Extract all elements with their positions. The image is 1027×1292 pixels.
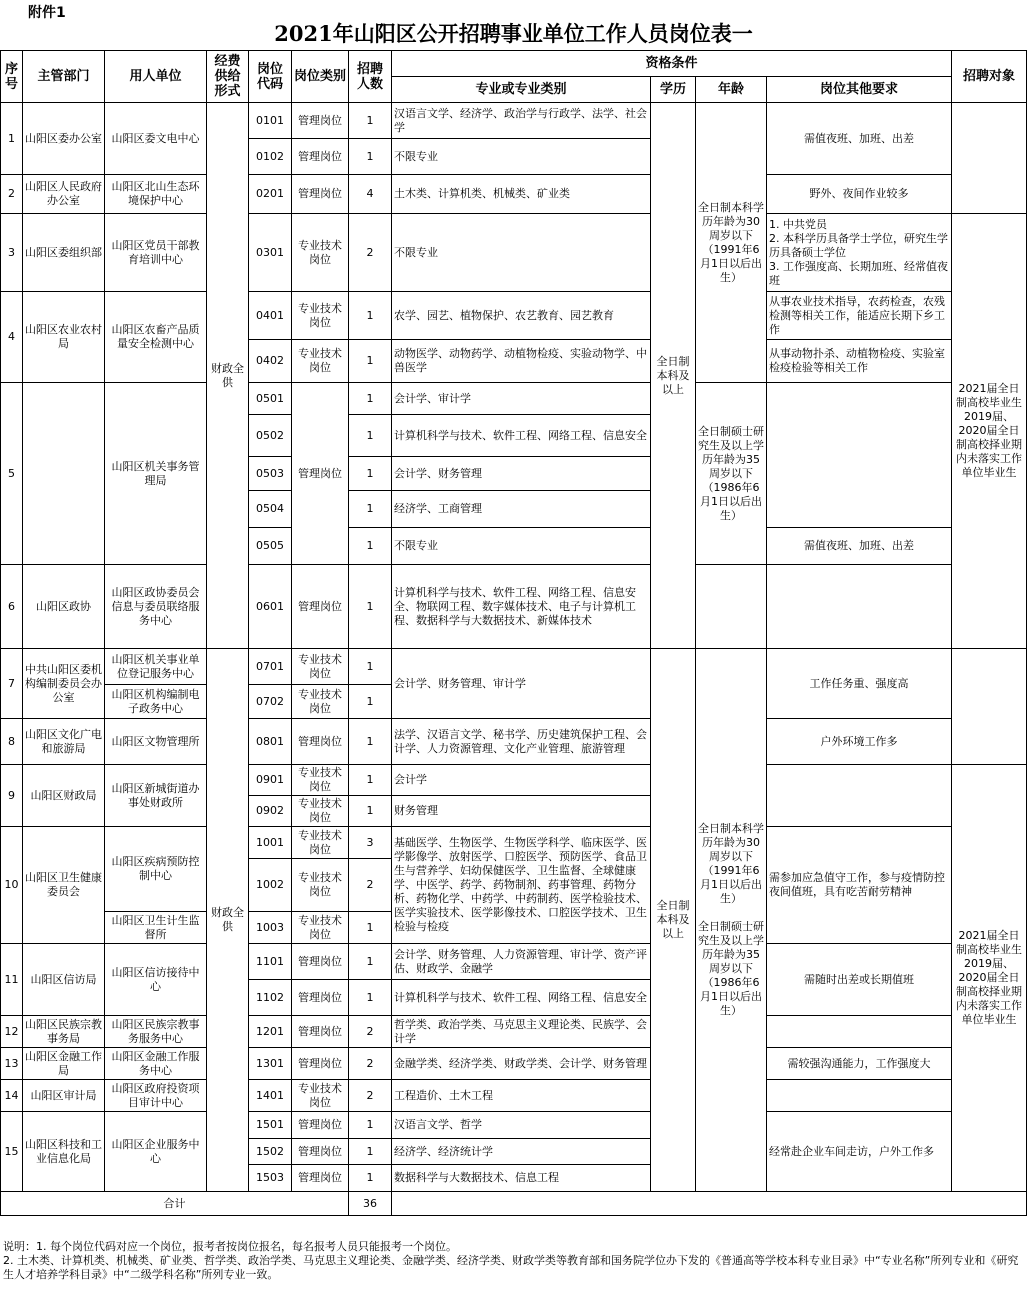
cell-num: 1	[349, 719, 392, 765]
cell-other	[696, 565, 767, 649]
table-row	[1, 765, 1027, 796]
table-row	[1, 103, 1027, 139]
cell-seq: 1	[1, 103, 23, 175]
cell-other: 户外环境工作多	[767, 719, 952, 765]
cell-unit: 山阳区文物管理所	[105, 719, 207, 765]
cell-seq: 4	[1, 292, 23, 383]
cell-major: 经济学、经济统计学	[392, 1139, 651, 1165]
cell-major: 金融学类、经济学类、财政学类、会计学、财务管理	[392, 1048, 651, 1080]
cell-num: 1	[349, 565, 392, 649]
cell-type: 管理岗位	[292, 103, 349, 139]
cell-num: 1	[349, 796, 392, 827]
table-row	[1, 565, 1027, 649]
cell-type: 专业技术岗位	[292, 912, 349, 944]
table-row	[1, 175, 1027, 214]
cell-num: 1	[349, 1139, 392, 1165]
cell-dept: 山阳区农业农村局	[23, 292, 105, 383]
cell-seq: 14	[1, 1080, 23, 1112]
cell-major: 会计学、财务管理、人力资源管理、审计学、资产评估、财政学、金融学	[392, 944, 651, 980]
cell-code: 0902	[249, 796, 292, 827]
cell-major: 基础医学、生物医学、生物医学科学、临床医学、医学影像学、放射医学、口腔医学、预防医学、食品卫生与营养学、妇幼保健医学、卫生监督、全球健康学、中医学、药学、药物制剂、药事管理、药物分析、药物化学、中药学、中药制药、医学检验技术、医学实验技术、医学影像技术、口腔医学技术、卫生检验与检疫	[392, 827, 651, 944]
cell-code: 0301	[249, 214, 292, 292]
cell-dept: 山阳区委办公室	[23, 103, 105, 175]
notes: 说明：1. 每个岗位代码对应一个岗位，报考者按岗位报名，每名报考人员只能报考一个岗位。 2. 土木类、计算机类、机械类、矿业类、哲学类、政治学类、马克思主义理论类、金融学类、经济学类、财政学类等教育部和国务院学位办下发的《普通高等学校本科专业目录》中“专业名称”所列专业和《研究生人才培养学科目录》中“二级学科名称”所列专业一致。	[3, 1240, 1019, 1281]
header-major: 专业或专业类别	[392, 77, 651, 103]
cell-unit: 山阳区机构编制电子政务中心	[105, 685, 207, 719]
cell-dept: 中共山阳区委机构编制委员会办公室	[23, 649, 105, 719]
cell-age-bachelor-1: 全日制本科学历年龄为30周岁以下（1991年6月1日以后出生）	[696, 103, 767, 383]
table-row	[1, 383, 1027, 415]
cell-age-master-1: 全日制硕士研究生及以上学历年龄为35周岁以下（1986年6月1日以后出生）	[696, 383, 767, 565]
header-fund: 经费供给形式	[207, 51, 249, 103]
cell-code: 1502	[249, 1139, 292, 1165]
cell-major: 汉语言文学、经济学、政治学与行政学、法学、社会学	[392, 103, 651, 139]
cell-target-blank	[767, 565, 952, 649]
cell-type: 专业技术岗位	[292, 765, 349, 796]
cell-type: 管理岗位	[292, 1048, 349, 1080]
cell-dept: 山阳区民族宗教事务局	[23, 1016, 105, 1048]
cell-code: 0504	[249, 491, 292, 528]
cell-seq: 11	[1, 944, 23, 1016]
cell-edu-1: 全日制本科及以上	[651, 103, 696, 649]
cell-major: 不限专业	[392, 214, 651, 292]
cell-other: 经常赴企业车间走访，户外工作多	[767, 1112, 952, 1192]
cell-target-1: 2021届全日制高校毕业生2019届、2020届全日制高校择业期内未落实工作单位毕业生	[952, 214, 1027, 649]
cell-type: 管理岗位	[292, 944, 349, 980]
cell-code: 0702	[249, 685, 292, 719]
cell-type: 管理岗位	[292, 1165, 349, 1192]
cell-num: 1	[349, 139, 392, 175]
cell-type: 专业技术岗位	[292, 827, 349, 859]
cell-type: 专业技术岗位	[292, 1080, 349, 1112]
cell-target-2: 2021届全日制高校毕业生2019届、2020届全日制高校择业期内未落实工作单位毕业生	[952, 765, 1027, 1192]
cell-num: 1	[349, 980, 392, 1016]
total-row	[1, 1192, 1027, 1216]
cell-major: 会计学、财务管理、审计学	[392, 649, 651, 719]
cell-code: 0102	[249, 139, 292, 175]
cell-num: 1	[349, 649, 392, 685]
cell-num: 2	[349, 859, 392, 912]
cell-num: 1	[349, 383, 392, 415]
cell-other: 工作任务重、强度高	[767, 649, 952, 719]
cell-seq: 5	[1, 383, 23, 565]
cell-unit: 山阳区机关事业单位登记服务中心	[105, 649, 207, 685]
cell-unit: 山阳区信访接待中心	[105, 944, 207, 1016]
cell-major: 经济学、工商管理	[392, 491, 651, 528]
cell-major: 农学、园艺、植物保护、农艺教育、园艺教育	[392, 292, 651, 340]
header-code: 岗位代码	[249, 51, 292, 103]
cell-major: 计算机科学与技术、软件工程、网络工程、信息安全	[392, 980, 651, 1016]
cell-num: 1	[349, 491, 392, 528]
cell-code: 1003	[249, 912, 292, 944]
cell-dept: 山阳区审计局	[23, 1080, 105, 1112]
cell-seq: 10	[1, 827, 23, 944]
cell-dept: 山阳区信访局	[23, 944, 105, 1016]
cell-age-2	[696, 649, 767, 1192]
cell-num: 2	[349, 1080, 392, 1112]
cell-seq: 15	[1, 1112, 23, 1192]
cell-edu-2: 全日制本科及以上	[651, 649, 696, 1192]
cell-type: 管理岗位	[292, 1016, 349, 1048]
cell-major: 数据科学与大数据技术、信息工程	[392, 1165, 651, 1192]
cell-seq: 8	[1, 719, 23, 765]
cell-unit: 山阳区卫生计生监督所	[105, 912, 207, 944]
header-age: 年龄	[696, 77, 767, 103]
header-target: 招聘对象	[952, 51, 1027, 103]
header-unit: 用人单位	[105, 51, 207, 103]
cell-num: 2	[349, 1016, 392, 1048]
cell-unit: 山阳区机关事务管理局	[105, 383, 207, 565]
cell-type: 专业技术岗位	[292, 685, 349, 719]
cell-code: 0502	[249, 415, 292, 457]
cell-type: 专业技术岗位	[292, 796, 349, 827]
cell-dept: 山阳区卫生健康委员会	[23, 827, 105, 944]
cell-dept: 山阳区委组织部	[23, 214, 105, 292]
cell-other: 需参加应急值守工作，参与疫情防控夜间值班，具有吃苦耐劳精神	[767, 827, 952, 944]
cell-seq: 13	[1, 1048, 23, 1080]
total-blank	[392, 1192, 1027, 1216]
cell-code: 0402	[249, 340, 292, 383]
cell-major: 哲学类、政治学类、马克思主义理论类、民族学、会计学	[392, 1016, 651, 1048]
cell-type: 管理岗位	[292, 175, 349, 214]
cell-major: 汉语言文学、哲学	[392, 1112, 651, 1139]
cell-type: 管理岗位	[292, 719, 349, 765]
cell-other	[767, 1016, 952, 1048]
table-row	[1, 1048, 1027, 1080]
cell-num: 1	[349, 103, 392, 139]
cell-type: 专业技术岗位	[292, 649, 349, 685]
cell-type: 专业技术岗位	[292, 340, 349, 383]
cell-code: 1002	[249, 859, 292, 912]
cell-dept: 山阳区金融工作局	[23, 1048, 105, 1080]
cell-unit: 山阳区政协委员会信息与委员联络服务中心	[105, 565, 207, 649]
table-row	[1, 1016, 1027, 1048]
cell-code: 1301	[249, 1048, 292, 1080]
cell-code: 1001	[249, 827, 292, 859]
cell-unit: 山阳区委文电中心	[105, 103, 207, 175]
cell-dept	[23, 383, 105, 565]
cell-code: 1201	[249, 1016, 292, 1048]
cell-unit: 山阳区党员干部教育培训中心	[105, 214, 207, 292]
page-title: 2021年山阳区公开招聘事业单位工作人员岗位表一	[274, 21, 753, 46]
header-num: 招聘人数	[349, 51, 392, 103]
cell-type: 管理岗位	[292, 1112, 349, 1139]
cell-major: 动物医学、动物药学、动植物检疫、实验动物学、中兽医学	[392, 340, 651, 383]
cell-unit: 山阳区金融工作服务中心	[105, 1048, 207, 1080]
cell-code: 1401	[249, 1080, 292, 1112]
cell-code: 1503	[249, 1165, 292, 1192]
table-row	[1, 292, 1027, 340]
cell-other: 需值夜班、加班、出差	[767, 528, 952, 565]
header-other: 岗位其他要求	[767, 77, 952, 103]
cell-type: 管理岗位	[292, 565, 349, 649]
header-qual: 资格条件	[392, 51, 952, 77]
header-row-1	[1, 51, 1027, 77]
cell-num: 1	[349, 457, 392, 491]
cell-code: 0901	[249, 765, 292, 796]
cell-other: 需随时出差或长期值班	[767, 944, 952, 1016]
table-row	[1, 827, 1027, 859]
cell-type: 管理岗位	[292, 1139, 349, 1165]
cell-other: 野外、夜间作业较多	[767, 175, 952, 214]
cell-major: 不限专业	[392, 528, 651, 565]
table-row	[1, 649, 1027, 685]
cell-dept: 山阳区人民政府办公室	[23, 175, 105, 214]
cell-seq: 6	[1, 565, 23, 649]
cell-unit: 山阳区政府投资项目审计中心	[105, 1080, 207, 1112]
cell-major: 会计学	[392, 765, 651, 796]
table-row	[1, 1080, 1027, 1112]
cell-unit: 山阳区北山生态环境保护中心	[105, 175, 207, 214]
cell-num: 1	[349, 528, 392, 565]
cell-target-blank	[952, 103, 1027, 214]
table-row	[1, 944, 1027, 980]
cell-code: 0401	[249, 292, 292, 340]
cell-type: 专业技术岗位	[292, 214, 349, 292]
cell-dept: 山阳区科技和工业信息化局	[23, 1112, 105, 1192]
header-type: 岗位类别	[292, 51, 349, 103]
cell-unit: 山阳区农畜产品质量安全检测中心	[105, 292, 207, 383]
cell-code: 1102	[249, 980, 292, 1016]
cell-code: 1101	[249, 944, 292, 980]
cell-num: 1	[349, 944, 392, 980]
table-row	[1, 214, 1027, 292]
cell-type: 专业技术岗位	[292, 292, 349, 340]
cell-seq: 9	[1, 765, 23, 827]
cell-other: 从事农业技术指导，农药检查，农残检测等相关工作，能适应长期下乡工作	[767, 292, 952, 340]
cell-target-blank	[952, 649, 1027, 765]
header-edu: 学历	[651, 77, 696, 103]
cell-code: 0801	[249, 719, 292, 765]
cell-type: 管理岗位	[292, 139, 349, 175]
cell-code: 1501	[249, 1112, 292, 1139]
cell-seq: 3	[1, 214, 23, 292]
cell-num: 1	[349, 685, 392, 719]
cell-code: 0101	[249, 103, 292, 139]
cell-code: 0501	[249, 383, 292, 415]
cell-major: 会计学、审计学	[392, 383, 651, 415]
header-seq: 序号	[1, 51, 23, 103]
cell-dept: 山阳区文化广电和旅游局	[23, 719, 105, 765]
cell-num: 4	[349, 175, 392, 214]
cell-num: 1	[349, 765, 392, 796]
cell-code: 0505	[249, 528, 292, 565]
total-value: 36	[349, 1192, 392, 1216]
cell-fund-2: 财政全供	[207, 649, 249, 1192]
cell-num: 1	[349, 292, 392, 340]
cell-type: 管理岗位	[292, 980, 349, 1016]
cell-code: 0701	[249, 649, 292, 685]
cell-other: 需值夜班、加班、出差	[767, 103, 952, 175]
cell-unit: 山阳区新城街道办事处财政所	[105, 765, 207, 827]
cell-num: 1	[349, 415, 392, 457]
cell-code: 0201	[249, 175, 292, 214]
cell-type: 管理岗位	[292, 383, 349, 565]
cell-num: 2	[349, 214, 392, 292]
attachment-label: 附件1	[28, 5, 66, 21]
cell-num: 3	[349, 827, 392, 859]
age-bachelor-2: 全日制本科学历年龄为30周岁以下（1991年6月1日以后出生）	[698, 822, 764, 905]
table-row	[1, 719, 1027, 765]
cell-major: 财务管理	[392, 796, 651, 827]
cell-major: 计算机科学与技术、软件工程、网络工程、信息安全	[392, 415, 651, 457]
cell-fund-1: 财政全供	[207, 103, 249, 649]
cell-major: 不限专业	[392, 139, 651, 175]
cell-major: 计算机科学与技术、软件工程、网络工程、信息安全、物联网工程、数字媒体技术、电子与计算机工程、数据科学与大数据技术、新媒体技术	[392, 565, 651, 649]
cell-unit: 山阳区民族宗教事务服务中心	[105, 1016, 207, 1048]
cell-code: 0503	[249, 457, 292, 491]
cell-num: 2	[349, 1048, 392, 1080]
cell-dept: 山阳区政协	[23, 565, 105, 649]
table-row	[1, 1112, 1027, 1139]
cell-seq: 2	[1, 175, 23, 214]
cell-unit: 山阳区疾病预防控制中心	[105, 827, 207, 912]
cell-other	[767, 765, 952, 827]
positions-table	[0, 50, 1027, 1216]
cell-other	[767, 1080, 952, 1112]
cell-other	[767, 383, 952, 528]
age-master-2: 全日制硕士研究生及以上学历年龄为35周岁以下（1986年6月1日以后出生）	[698, 920, 764, 1017]
cell-type: 专业技术岗位	[292, 859, 349, 912]
cell-num: 1	[349, 912, 392, 944]
cell-num: 1	[349, 340, 392, 383]
cell-unit: 山阳区企业服务中心	[105, 1112, 207, 1192]
cell-dept: 山阳区财政局	[23, 765, 105, 827]
cell-other: 从事动物扑杀、动植物检疫、实验室检疫检验等相关工作	[767, 340, 952, 383]
cell-code: 0601	[249, 565, 292, 649]
cell-other: 需较强沟通能力，工作强度大	[767, 1048, 952, 1080]
cell-major: 法学、汉语言文学、秘书学、历史建筑保护工程、会计学、人力资源管理、文化产业管理、旅游管理	[392, 719, 651, 765]
cell-seq: 7	[1, 649, 23, 719]
total-label: 合计	[1, 1192, 349, 1216]
cell-major: 会计学、财务管理	[392, 457, 651, 491]
cell-major: 工程造价、土木工程	[392, 1080, 651, 1112]
cell-num: 1	[349, 1112, 392, 1139]
header-dept: 主管部门	[23, 51, 105, 103]
cell-num: 1	[349, 1165, 392, 1192]
cell-major: 土木类、计算机类、机械类、矿业类	[392, 175, 651, 214]
cell-other: 1. 中共党员 2. 本科学历具备学士学位，研究生学历具备硕士学位 3. 工作强度高、长期加班、经常值夜班	[767, 214, 952, 292]
cell-seq: 12	[1, 1016, 23, 1048]
